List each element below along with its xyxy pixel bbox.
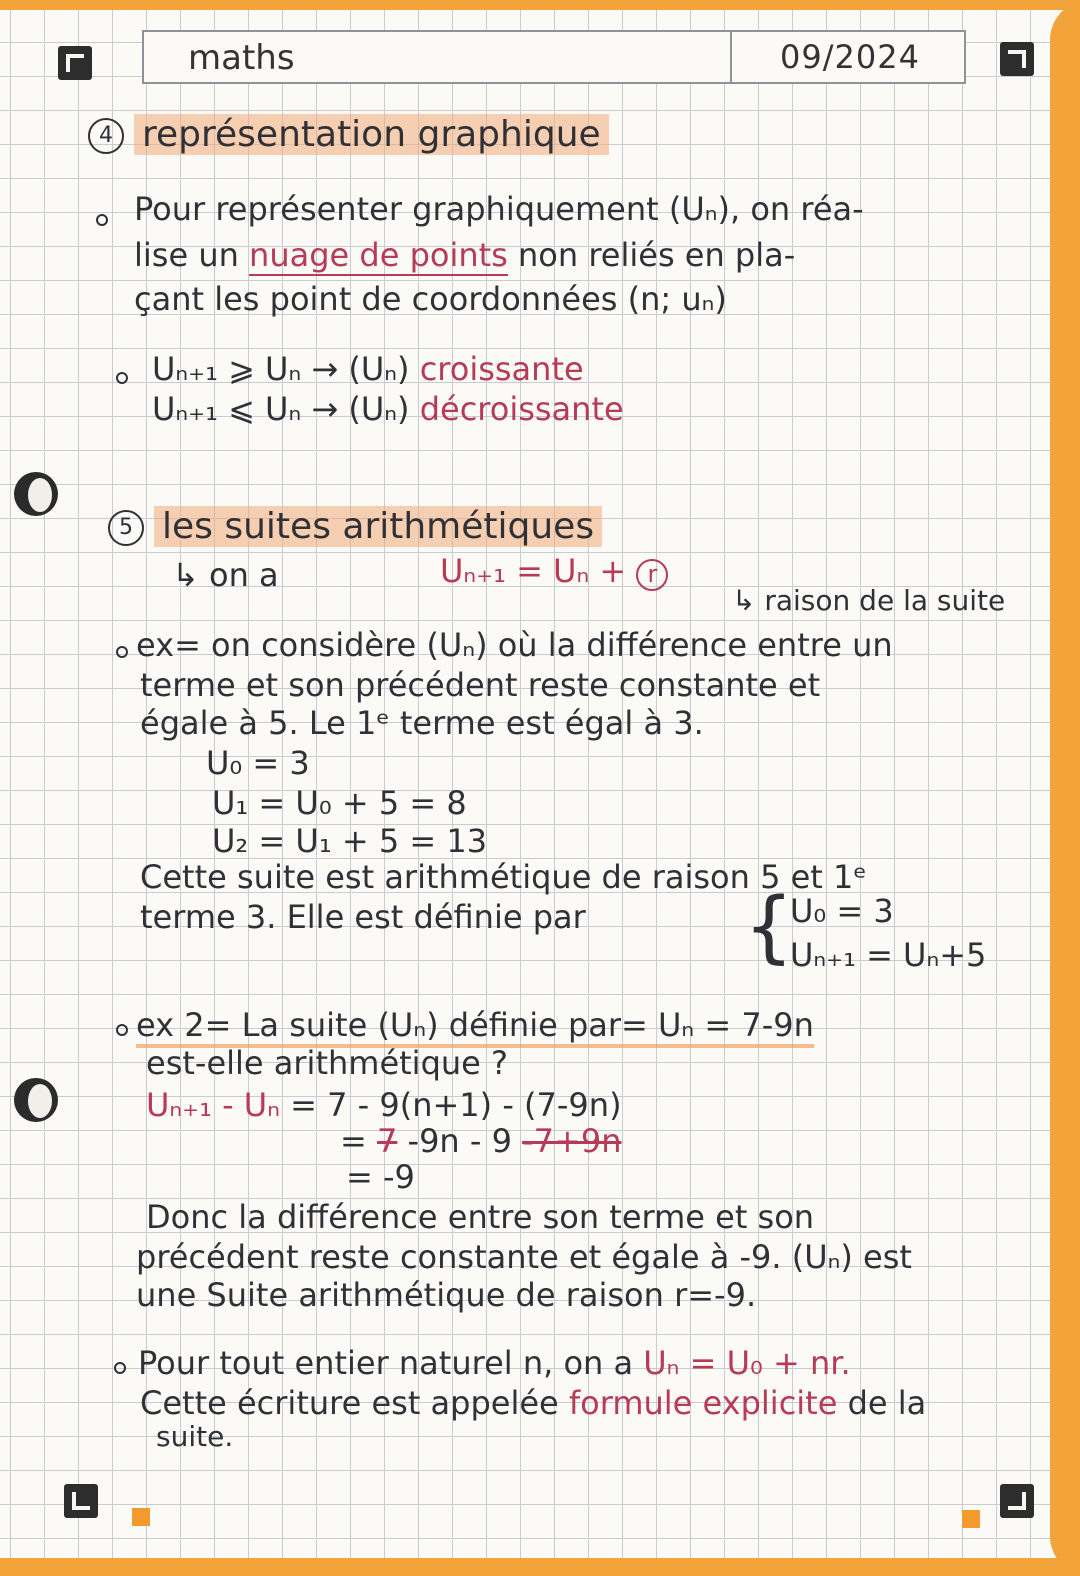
example-1-line: égale à 5. Le 1ᵉ terme est égal à 3. [140, 704, 704, 742]
page-edge-right [1050, 0, 1080, 1576]
paragraph-line: Pour représenter graphiquement (Uₙ), on réa- [134, 190, 864, 228]
definition-formula: Uₙ₊₁ = Uₙ + r [440, 552, 668, 591]
example-1-line: terme et son précédent reste constante et [140, 666, 821, 704]
paragraph-line: çant les point de coordonnées (n; uₙ) [134, 280, 727, 318]
example-2-conclusion: précédent reste constante et égale à -9. (Uₙ) est [136, 1238, 912, 1276]
binder-hole-bottom-icon [14, 1078, 58, 1122]
section-4-title: représentation graphique [134, 114, 609, 155]
example-2-conclusion: Donc la différence entre son terme et son [146, 1198, 815, 1236]
section-4-heading [88, 114, 609, 155]
orange-marker-left-icon [132, 1508, 150, 1526]
example-2-calc: = 7 -9n - 9 -7+9n [340, 1122, 622, 1160]
page-edge-bottom [0, 1558, 1080, 1576]
subject-label: maths [188, 38, 295, 78]
example-1-line: ex= on considère (Uₙ) où la différence entre un [136, 626, 893, 664]
orange-marker-right-icon [962, 1510, 980, 1528]
example-2-conclusion: une Suite arithmétique de raison r=-9. [136, 1276, 757, 1314]
example-1-conclusion: terme 3. Elle est définie par [140, 898, 586, 936]
formula-line: suite. [156, 1420, 234, 1453]
page-edge-top [0, 0, 1080, 10]
bullet-icon [114, 1362, 126, 1374]
definition-note: ↳ raison de la suite [732, 584, 1006, 617]
example-2-line: ex 2= La suite (Uₙ) définie par= Uₙ = 7-9n [136, 1006, 814, 1044]
rule-line: Uₙ₊₁ ⩽ Uₙ → (Uₙ) décroissante [152, 390, 624, 428]
rule-line: Uₙ₊₁ ⩾ Uₙ → (Uₙ) croissante [152, 350, 584, 388]
example-1-u0: U₀ = 3 [206, 744, 310, 782]
raison-r: r [636, 559, 668, 591]
system-line: U₀ = 3 [790, 892, 894, 930]
bullet-icon [96, 214, 108, 226]
example-2-line: est-elle arithmétique ? [146, 1044, 508, 1082]
section-5-number: 5 [108, 510, 144, 546]
section-5-heading [108, 506, 602, 547]
bullet-icon [116, 646, 128, 658]
corner-mark-bottom-right-icon [1000, 1484, 1034, 1518]
formula-line: Pour tout entier naturel n, on a Uₙ = U₀ + nr. [138, 1344, 851, 1382]
example-2-calc: Uₙ₊₁ - Uₙ = 7 - 9(n+1) - (7-9n) [146, 1086, 622, 1124]
example-2-calc: = -9 [346, 1158, 415, 1196]
binder-hole-top-icon [14, 472, 58, 516]
definition-prefix: ↳ on a [172, 556, 279, 594]
system-line: Uₙ₊₁ = Uₙ+5 [790, 936, 987, 974]
header-separator [730, 30, 732, 84]
highlight-term: nuage de points [249, 236, 508, 274]
corner-mark-top-left-icon [58, 46, 92, 80]
example-1-u2: U₂ = U₁ + 5 = 13 [212, 822, 488, 860]
bullet-icon [116, 1024, 128, 1036]
bullet-icon [116, 372, 128, 384]
corner-mark-bottom-left-icon [64, 1484, 98, 1518]
corner-mark-top-right-icon [1000, 42, 1034, 76]
paragraph-line: lise un nuage de points non reliés en pla- [134, 236, 796, 274]
example-1-u1: U₁ = U₀ + 5 = 8 [212, 784, 467, 822]
formula-line: Cette écriture est appelée formule explicite de la [140, 1384, 927, 1422]
section-4-number: 4 [88, 118, 124, 154]
date-label: 09/2024 [780, 38, 920, 76]
section-5-title: les suites arithmétiques [154, 506, 602, 547]
brace-icon: { [744, 882, 794, 972]
example-1-conclusion: Cette suite est arithmétique de raison 5 et 1ᵉ [140, 858, 867, 896]
